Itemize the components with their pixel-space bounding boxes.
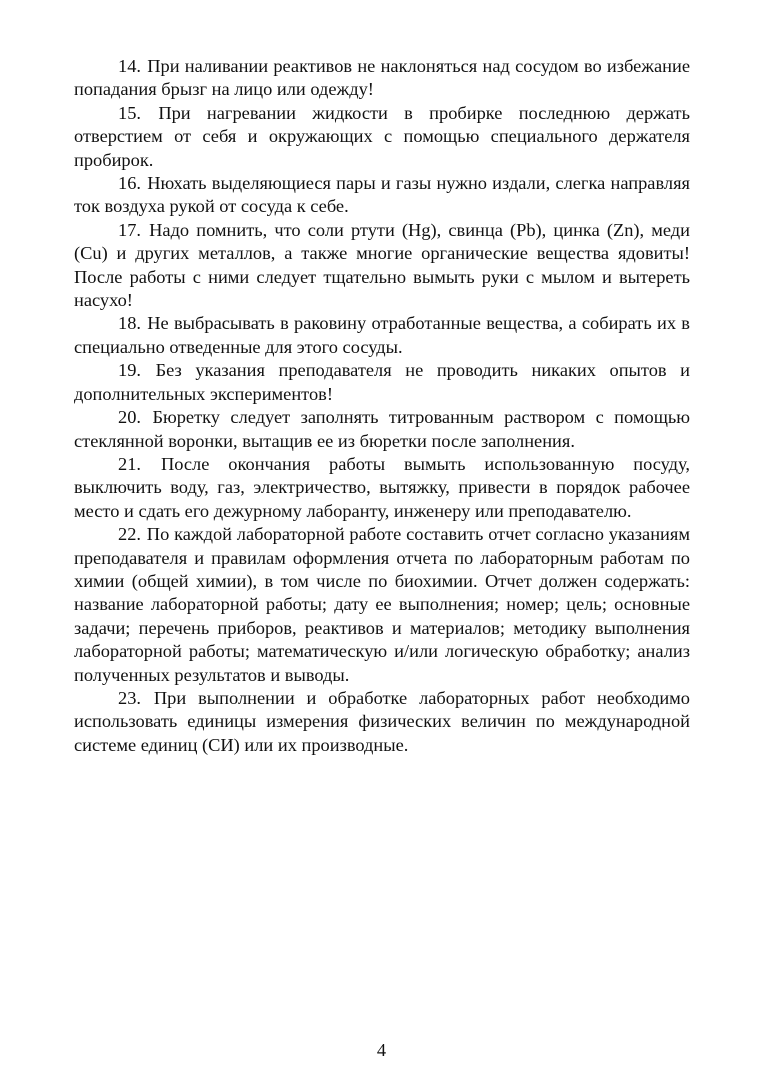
document-body xyxy=(74,55,690,757)
rule-item-20 xyxy=(74,406,690,453)
item-text: Не выбрасывать в раковину отработанные вещества, а собирать их в специально отведенные для этого сосуды. xyxy=(74,313,690,357)
rule-item-18 xyxy=(74,312,690,359)
item-number: 16. xyxy=(118,173,141,194)
rule-item-22 xyxy=(74,523,690,687)
item-number: 21. xyxy=(118,453,141,474)
rule-item-23 xyxy=(74,687,690,757)
rule-item-21 xyxy=(74,453,690,523)
item-number: 17. xyxy=(118,219,141,240)
item-number: 20. xyxy=(118,407,141,428)
item-number: 18. xyxy=(118,313,141,334)
item-number: 22. xyxy=(118,524,141,545)
rule-item-14 xyxy=(74,55,690,102)
item-text: Без указания преподавателя не проводить никаких опытов и дополнительных экспериментов! xyxy=(74,360,690,404)
item-text: При нагревании жидкости в пробирке последнюю держать отверстием от себя и окружающих с помощью специального держателя пробирок. xyxy=(74,102,690,170)
item-number: 14. xyxy=(118,56,141,76)
item-number: 15. xyxy=(118,102,141,123)
item-text: По каждой лабораторной работе составить отчет согласно указаниям преподавателя и правилам оформления отчета по лабораторным работам по химии (общей химии), в том числе по биохимии. Отчет должен содержать: название лабораторной работы; дату ее выполнения; номер; цель; основные задачи; перечень приборов, реактивов и материалов; методику выполнения лабораторной работы; математическую и/или логическую обработку; анализ полученных результатов и выводы. xyxy=(74,524,690,685)
item-text: При выполнении и обработке лабораторных работ необходимо использовать единицы измерения физических величин по международной системе единиц (СИ) или их производные. xyxy=(74,687,690,755)
item-text: После окончания работы вымыть использованную посуду, выключить воду, газ, электричество, вытяжку, привести в порядок рабочее место и сдать его дежурному лаборанту, инженеру или преподавателю. xyxy=(74,453,690,521)
item-text: Нюхать выделяющиеся пары и газы нужно издали, слегка направляя ток воздуха рукой от сосуда к себе. xyxy=(74,173,690,217)
item-text: Надо помнить, что соли ртути (Hg), свинца (Pb), цинка (Zn), меди (Cu) и других металлов, а также многие органические вещества ядовиты! После работы с ними следует тщательно вымыть руки с мылом и вытереть насухо! xyxy=(74,219,690,311)
page-number: 4 xyxy=(376,1040,387,1060)
rule-item-17 xyxy=(74,219,690,313)
item-number: 19. xyxy=(118,360,141,381)
rule-item-19 xyxy=(74,359,690,406)
item-number: 23. xyxy=(118,687,141,708)
item-text: При наливании реактивов не наклоняться над сосудом во избежание попадания брызг на лицо или одежду! xyxy=(74,56,691,100)
rule-item-15 xyxy=(74,102,690,172)
rule-item-16 xyxy=(74,172,690,219)
item-text: Бюретку следует заполнять титрованным раствором с помощью стеклянной воронки, вытащив ее из бюретки после заполнения. xyxy=(74,407,690,451)
